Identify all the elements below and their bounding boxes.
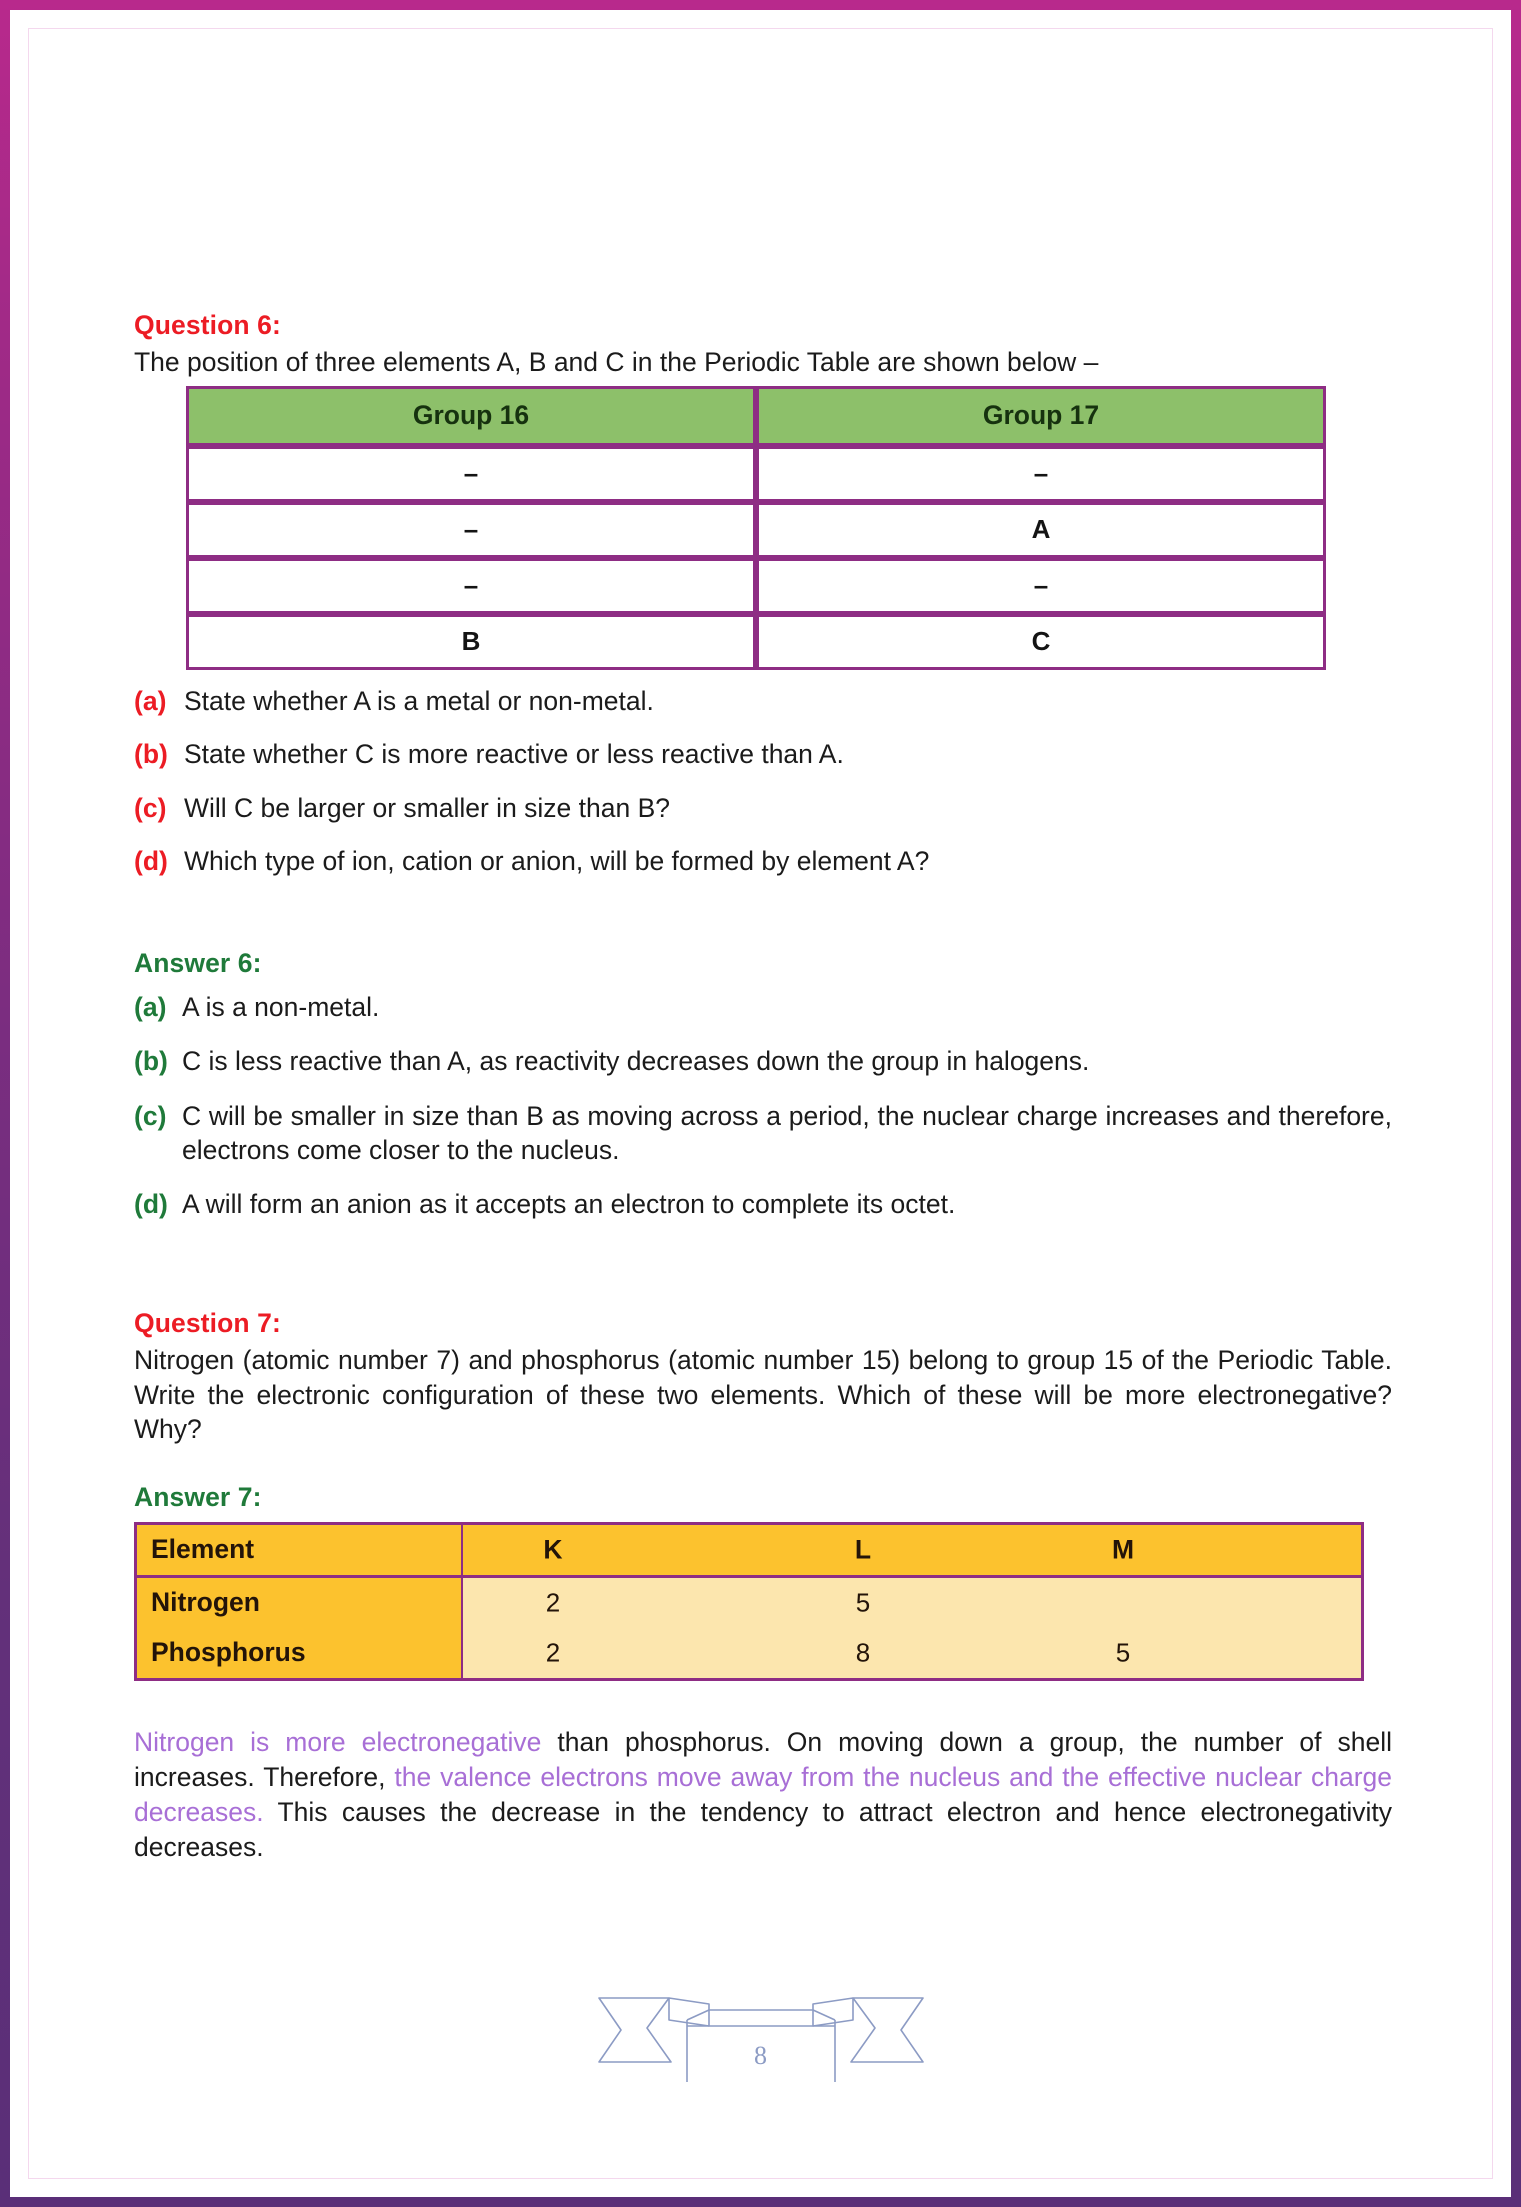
cell-group16-row1: – <box>186 446 756 502</box>
answer-6-item-a-text: A is a non-metal. <box>182 991 380 1022</box>
answer-6-item-list <box>134 990 1392 1222</box>
ribbon-banner-icon <box>591 1970 931 2090</box>
list-item <box>134 737 1392 771</box>
question-6-item-b-tag: (b) <box>134 739 168 770</box>
answer-7-paragraph-highlight-1: Nitrogen is more electronegative <box>134 1726 542 1757</box>
cell-shells-nitrogen <box>463 1578 1361 1628</box>
answer-6-item-b-tag: (b) <box>134 1046 168 1077</box>
column-header-group17: Group 17 <box>756 386 1326 446</box>
question-6-block <box>134 310 1392 878</box>
table-row <box>186 614 1326 670</box>
list-item <box>134 791 1392 825</box>
question-7-block <box>134 1308 1392 1447</box>
answer-6-item-d-text: A will form an anion as it accepts an electron to complete its octet. <box>182 1189 956 1220</box>
electronic-configuration-table <box>134 1522 1364 1681</box>
list-item <box>134 1187 1392 1221</box>
question-6-item-a-text: State whether A is a metal or non-metal. <box>184 685 654 716</box>
table-header-row <box>186 386 1326 446</box>
question-6-item-list <box>134 684 1392 879</box>
cell-nitrogen-l: 5 <box>855 1587 871 1618</box>
cell-group17-row3: – <box>756 558 1326 614</box>
cell-nitrogen-k: 2 <box>545 1587 561 1618</box>
cell-phosphorus-k: 2 <box>545 1637 561 1668</box>
cell-phosphorus-m: 5 <box>1115 1637 1131 1668</box>
cell-shells-phosphorus <box>463 1628 1361 1678</box>
table-row <box>186 446 1326 502</box>
answer-6-heading: Answer 6: <box>134 948 262 979</box>
answer-7-paragraph-part-4: This causes the decrease in the tendency to attract electron and hence electronegativity decreases. <box>134 1797 1392 1863</box>
table-header-row <box>137 1525 1361 1578</box>
list-item <box>134 1044 1392 1078</box>
answer-6-item-c-text: C will be smaller in size than B as moving across a period, the nuclear charge increases and therefore, electrons come closer to the nucleus. <box>182 1100 1392 1166</box>
cell-element-nitrogen: Nitrogen <box>137 1578 463 1628</box>
question-6-item-a-tag: (a) <box>134 685 167 716</box>
column-header-l: L <box>854 1534 872 1565</box>
page-footer <box>0 1955 1521 2105</box>
question-6-item-c-tag: (c) <box>134 792 167 823</box>
answer-6-block <box>134 948 1392 1221</box>
cell-group16-row2: – <box>186 502 756 558</box>
question-6-item-d-tag: (d) <box>134 846 168 877</box>
question-6-item-d-text: Which type of ion, cation or anion, will be formed by element A? <box>184 846 930 877</box>
cell-group17-row4: C <box>756 614 1326 670</box>
answer-6-item-d-tag: (d) <box>134 1189 168 1220</box>
cell-group17-row2: A <box>756 502 1326 558</box>
list-item <box>134 684 1392 718</box>
table-row <box>137 1578 1361 1628</box>
cell-element-phosphorus: Phosphorus <box>137 1628 463 1678</box>
cell-phosphorus-l: 8 <box>855 1637 871 1668</box>
list-item <box>134 990 1392 1024</box>
cell-group17-row1: – <box>756 446 1326 502</box>
answer-7-heading: Answer 7: <box>134 1482 262 1513</box>
question-7-text: Nitrogen (atomic number 7) and phosphorus (atomic number 15) belong to group 15 of the Periodic Table. Write the electronic configuration of these two elements. Which of these will be more electronegative? Why? <box>134 1345 1392 1445</box>
question-6-item-c-text: Will C be larger or smaller in size than B? <box>184 792 671 823</box>
column-header-shells <box>463 1525 1361 1578</box>
question-6-item-b-text: State whether C is more reactive or less reactive than A. <box>184 739 844 770</box>
table-row <box>186 502 1326 558</box>
table-row <box>186 558 1326 614</box>
list-item <box>134 844 1392 878</box>
page-content <box>134 310 1392 1866</box>
cell-group16-row3: – <box>186 558 756 614</box>
answer-7-paragraph-highlight-2: the valence electrons move away from the nucleus and the effective nuclear charge decreases. <box>134 1761 1392 1828</box>
column-header-element: Element <box>137 1525 463 1578</box>
cell-group16-row4: B <box>186 614 756 670</box>
answer-7-paragraph <box>134 1725 1392 1866</box>
question-6-heading: Question 6: <box>134 310 281 340</box>
answer-6-item-b-text: C is less reactive than A, as reactivity decreases down the group in halogens. <box>182 1046 1090 1077</box>
answer-7-block <box>134 1482 1392 1865</box>
answer-7-paragraph-part-2: than phosphorus. On moving down a group, the number of shell increases. Therefore, <box>134 1726 1393 1792</box>
list-item <box>134 1099 1392 1168</box>
answer-6-item-a-tag: (a) <box>134 991 167 1022</box>
question-7-heading: Question 7: <box>134 1307 281 1338</box>
periodic-position-table <box>186 386 1326 670</box>
page-number: 8 <box>754 2041 767 2070</box>
column-header-k: K <box>543 1534 563 1565</box>
table-row <box>137 1628 1361 1678</box>
electronic-configuration-table-wrapper <box>134 1522 1392 1681</box>
question-6-intro: The position of three elements A, B and C in the Periodic Table are shown below – <box>134 347 1099 378</box>
column-header-m: M <box>1111 1534 1135 1565</box>
answer-6-item-c-tag: (c) <box>134 1100 167 1131</box>
column-header-group16: Group 16 <box>186 386 756 446</box>
